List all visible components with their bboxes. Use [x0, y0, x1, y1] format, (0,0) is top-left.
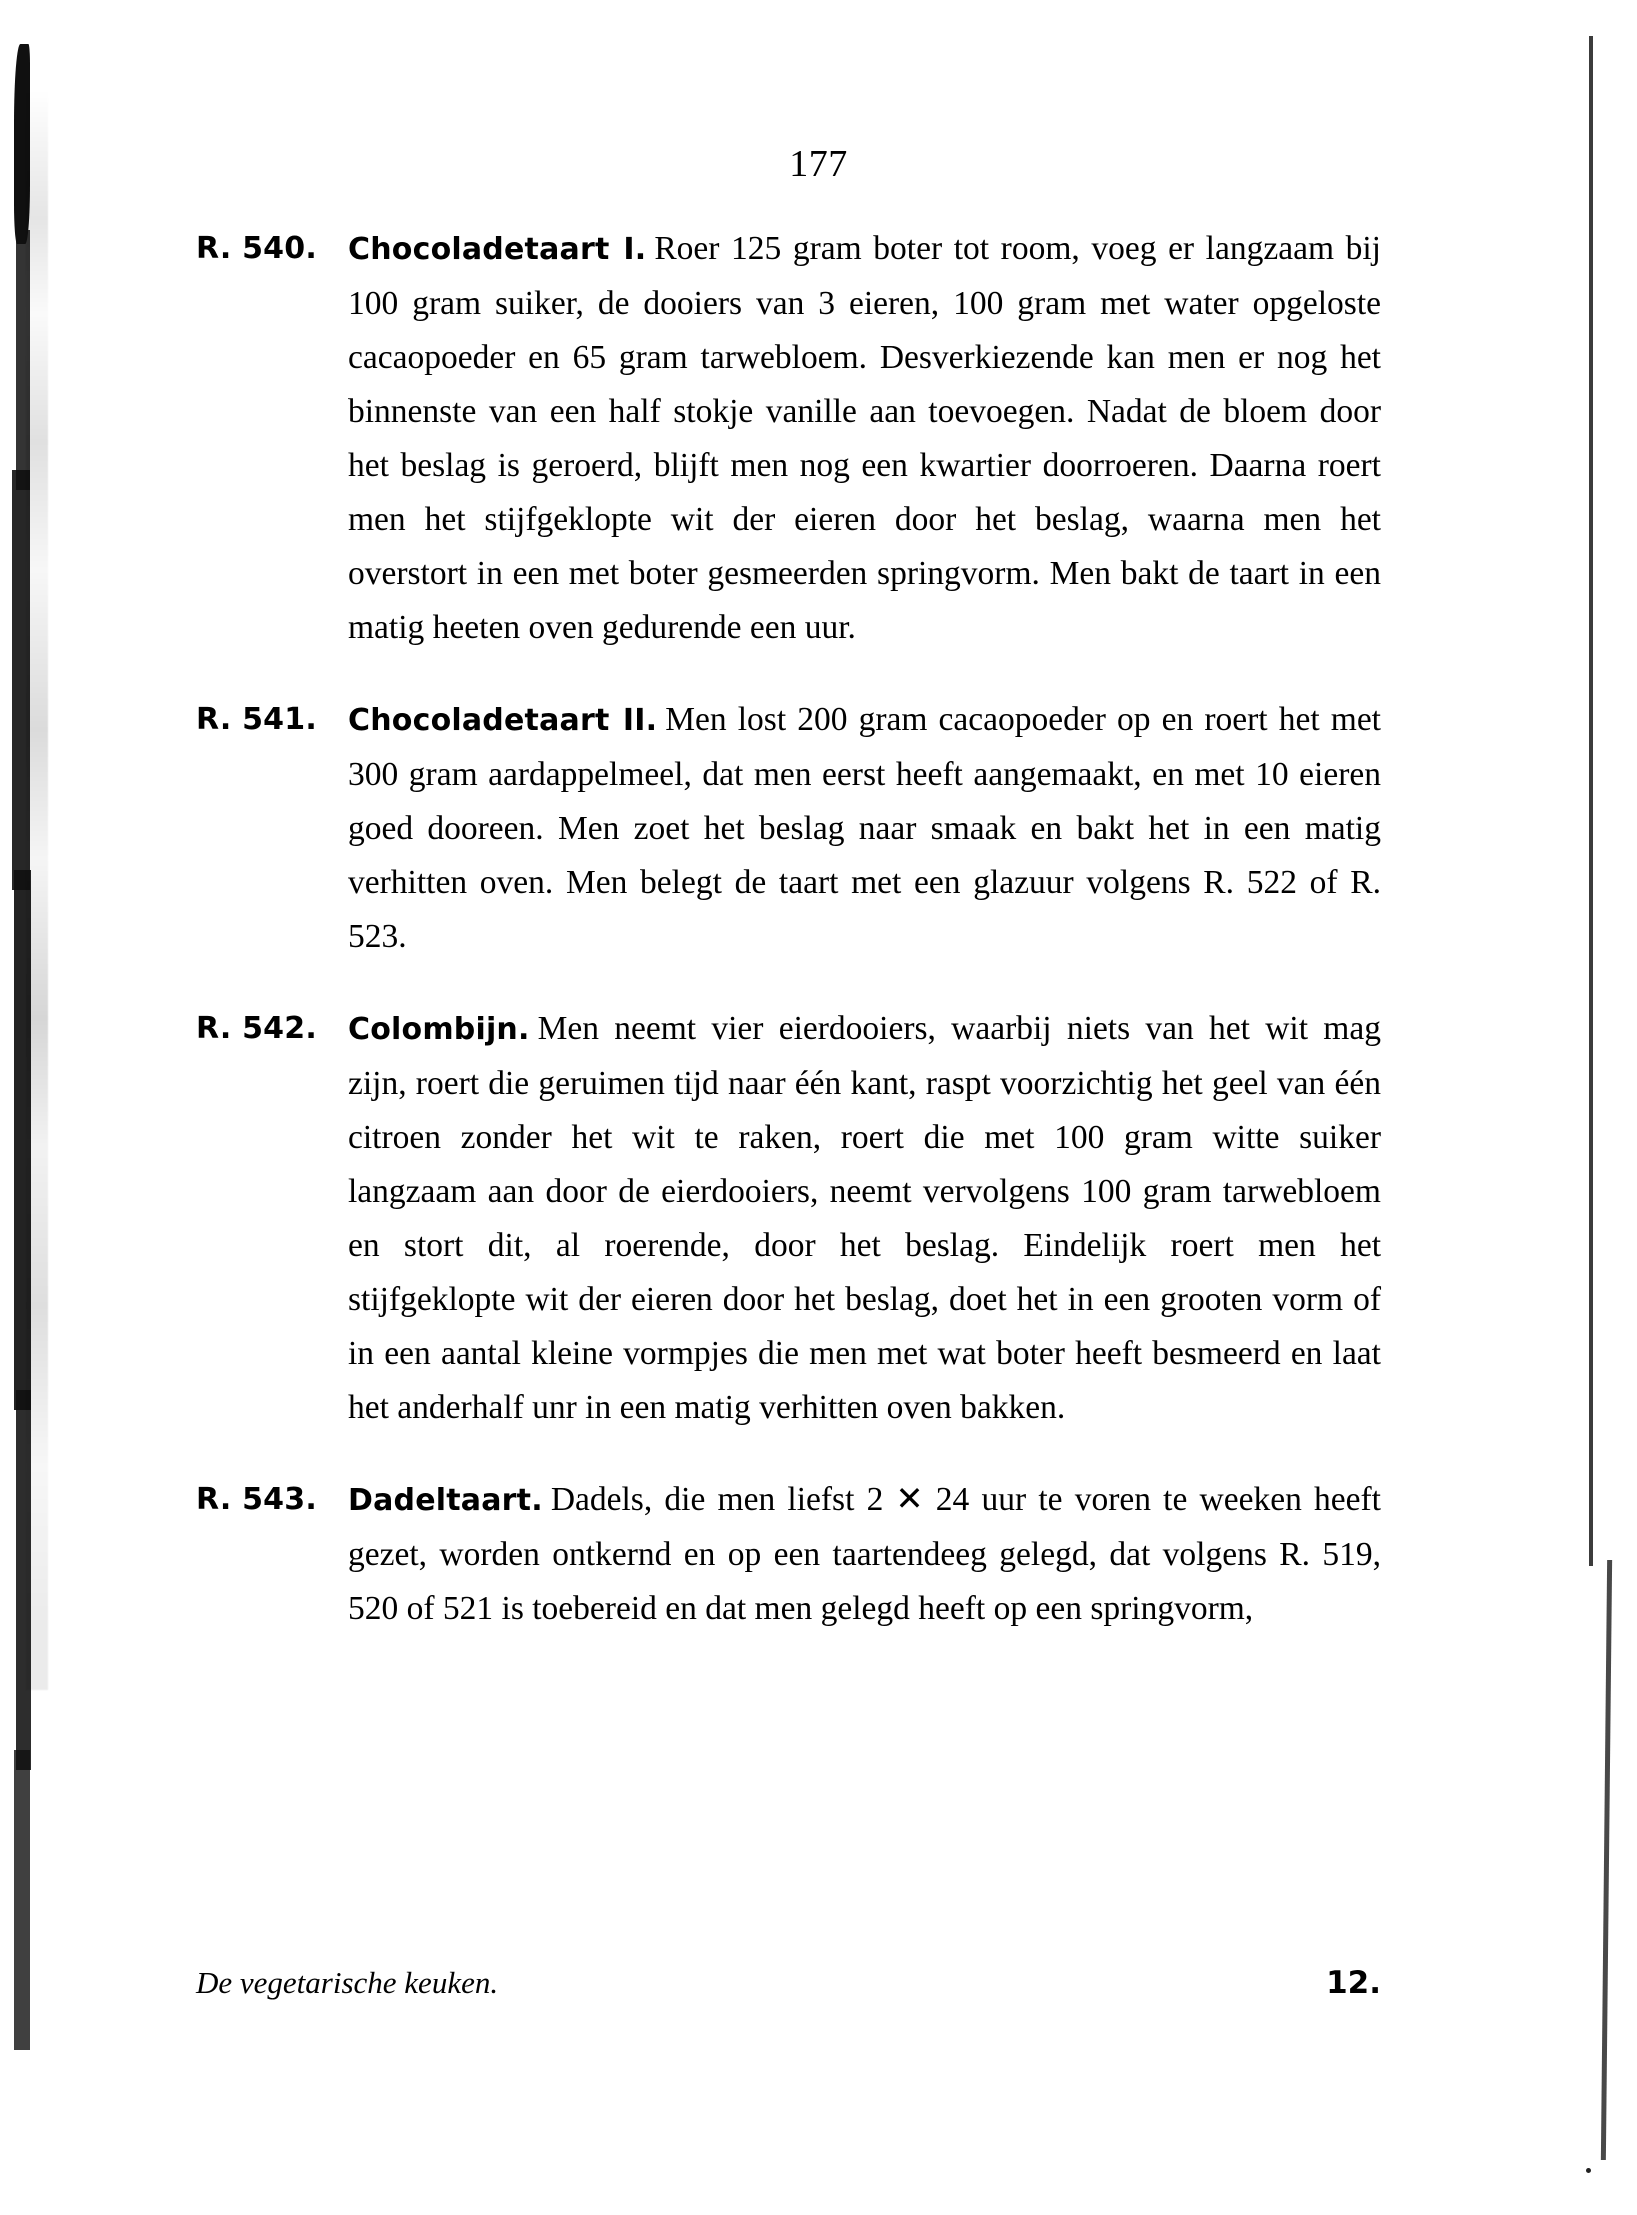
recipe-entry: [196, 222, 1381, 655]
recipe-number: R. 543.: [196, 1482, 317, 1517]
recipe-title: Chocoladetaart II.: [348, 703, 658, 738]
recipe-body: [196, 1473, 1381, 1636]
recipe-body: [196, 222, 1381, 655]
scan-edge-line: [1589, 36, 1593, 1566]
page-footer: [196, 1965, 1381, 2009]
recipe-text: Men neemt vier eierdooiers, waarbij niets van het wit mag zijn, roert die geruimen tijd naar één kant, raspt voorzichtig het geel van één citroen zonder het wit te raken, roert die met 100 gram witte suiker langzaam aan door de eierdooiers, neemt vervolgens 100 gram tarwebloem en stort dit, al roerende, door het beslag. Eindelijk roert men het stijfgeklopte wit der eieren door het beslag, doet het in een grooten vorm of in een aantal kleine vormpjes die men met wat boter heeft besmeerd en laat het anderhalf unr in een matig verhitten oven bakken.: [348, 1010, 1381, 1426]
page-body: [196, 222, 1381, 1674]
recipe-text: Roer 125 gram boter tot room, voeg er langzaam bij 100 gram suiker, de dooiers van 3 eieren, 100 gram met water opgeloste cacaopoeder en 65 gram tarwebloem. Desverkiezende kan men er nog het binnenste van een half stokje vanille aan toevoegen. Nadat de bloem door het beslag is geroerd, blijft men nog een kwartier doorroeren. Daarna roert men het stijfgeklopte wit der eieren door het beslag, waarna men het overstort in een met boter gesmeerden springvorm. Men bakt de taart in een matig heeten oven gedurende een uur.: [348, 230, 1381, 646]
recipe-number: R. 541.: [196, 702, 317, 737]
recipe-text: Men lost 200 gram cacaopoeder op en roert het met 300 gram aardappelmeel, dat men eerst heeft aangemaakt, en met 10 eieren goed dooreen. Men zoet het beslag naar smaak en bakt het in een matig verhitten oven. Men belegt de taart met een glazuur volgens R. 522 of R. 523.: [348, 701, 1381, 955]
signature-mark: 12.: [1326, 1965, 1381, 2001]
recipe-title: Dadeltaart.: [348, 1483, 543, 1518]
recipe-entry: [196, 1002, 1381, 1435]
recipe-entry: [196, 693, 1381, 964]
recipe-body: [196, 1002, 1381, 1435]
running-title: De vegetarische keuken.: [196, 1965, 499, 2000]
recipe-title: Colombijn.: [348, 1012, 530, 1047]
scan-right-edge-artifact: [1577, 0, 1637, 2215]
recipe-number: R. 542.: [196, 1011, 317, 1046]
scan-blot: [14, 1750, 30, 2050]
recipe-body: [196, 693, 1381, 964]
page-number: 177: [789, 143, 848, 185]
scan-edge-line: [1601, 1560, 1612, 2160]
recipe-entry: [196, 1473, 1381, 1636]
scan-left-edge-artifact: [0, 0, 26, 2215]
scan-dot: [1586, 2168, 1591, 2173]
recipe-number: R. 540.: [196, 231, 317, 266]
recipe-title: Chocoladetaart I.: [348, 232, 647, 267]
recipe-text: Dadels, die men liefst 2 ✕ 24 uur te voren te weeken heeft gezet, worden ontkernd en op een taartendeeg gelegd, dat volgens R. 519, 520 of 521 is toebereid en dat men gelegd heeft op een springvorm,: [348, 1481, 1381, 1627]
scan-speckle-artifact: [26, 90, 48, 1690]
